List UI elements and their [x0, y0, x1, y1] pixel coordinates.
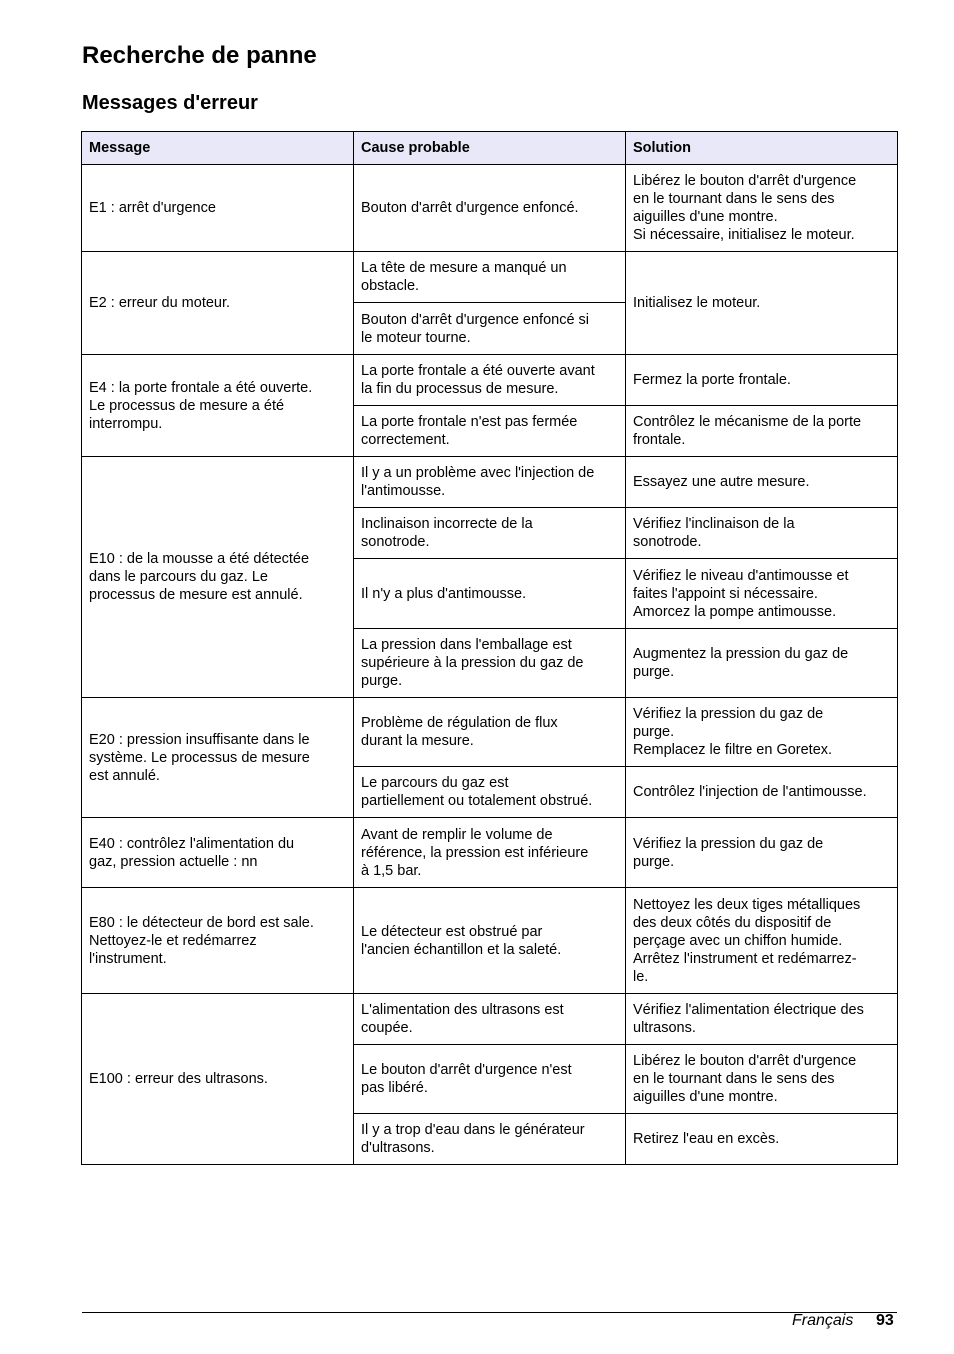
header-solution: Solution: [626, 132, 898, 165]
footer-language: Français: [792, 1312, 854, 1329]
message-cell: E2 : erreur du moteur.: [82, 252, 354, 355]
table-header-row: [82, 132, 898, 165]
solution-cell: Vérifiez l'inclinaison de la sonotrode.: [626, 508, 898, 559]
message-cell: E1 : arrêt d'urgence: [82, 165, 354, 252]
header-message: Message: [82, 132, 354, 165]
cause-cell: Le détecteur est obstrué par l'ancien échantillon et la saleté.: [354, 888, 626, 994]
cause-cell: Problème de régulation de flux durant la mesure.: [354, 698, 626, 767]
table-row: [82, 165, 898, 252]
footer-divider: [82, 1312, 897, 1313]
solution-cell: Initialisez le moteur.: [626, 252, 898, 355]
solution-cell: Nettoyez les deux tiges métalliques des deux côtés du dispositif de perçage avec un chiffon humide. Arrêtez l'instrument et redémarrez- le.: [626, 888, 898, 994]
cause-cell: La tête de mesure a manqué un obstacle.: [354, 252, 626, 303]
section-title: Messages d'erreur: [82, 92, 258, 114]
cause-cell: Il y a trop d'eau dans le générateur d'ultrasons.: [354, 1114, 626, 1165]
solution-cell: Vérifiez l'alimentation électrique des ultrasons.: [626, 994, 898, 1045]
table-row: [82, 994, 898, 1045]
cause-cell: La porte frontale n'est pas fermée correctement.: [354, 406, 626, 457]
table-row: [82, 355, 898, 406]
solution-cell: Fermez la porte frontale.: [626, 355, 898, 406]
page-title: Recherche de panne: [82, 42, 317, 69]
solution-cell: Essayez une autre mesure.: [626, 457, 898, 508]
solution-cell: Contrôlez l'injection de l'antimousse.: [626, 767, 898, 818]
cause-cell: La porte frontale a été ouverte avant la fin du processus de mesure.: [354, 355, 626, 406]
page-number: 93: [876, 1312, 894, 1329]
message-cell: E40 : contrôlez l'alimentation du gaz, pression actuelle : nn: [82, 818, 354, 888]
table-row: [82, 252, 898, 303]
solution-cell: Vérifiez la pression du gaz de purge. Remplacez le filtre en Goretex.: [626, 698, 898, 767]
solution-cell: Augmentez la pression du gaz de purge.: [626, 629, 898, 698]
message-cell: E20 : pression insuffisante dans le système. Le processus de mesure est annulé.: [82, 698, 354, 818]
cause-cell: Le bouton d'arrêt d'urgence n'est pas libéré.: [354, 1045, 626, 1114]
cause-cell: Bouton d'arrêt d'urgence enfoncé si le moteur tourne.: [354, 303, 626, 355]
message-cell: E4 : la porte frontale a été ouverte. Le processus de mesure a été interrompu.: [82, 355, 354, 457]
cause-cell: Inclinaison incorrecte de la sonotrode.: [354, 508, 626, 559]
solution-cell: Vérifiez la pression du gaz de purge.: [626, 818, 898, 888]
table-row: [82, 457, 898, 508]
table-row: [82, 818, 898, 888]
cause-cell: Le parcours du gaz est partiellement ou totalement obstrué.: [354, 767, 626, 818]
solution-cell: Libérez le bouton d'arrêt d'urgence en le tournant dans le sens des aiguilles d'une montre. Si nécessaire, initialisez le moteur.: [626, 165, 898, 252]
cause-cell: Avant de remplir le volume de référence, la pression est inférieure à 1,5 bar.: [354, 818, 626, 888]
message-cell: E10 : de la mousse a été détectée dans le parcours du gaz. Le processus de mesure est annulé.: [82, 457, 354, 698]
message-cell: E80 : le détecteur de bord est sale. Nettoyez-le et redémarrez l'instrument.: [82, 888, 354, 994]
cause-cell: L'alimentation des ultrasons est coupée.: [354, 994, 626, 1045]
cause-cell: Bouton d'arrêt d'urgence enfoncé.: [354, 165, 626, 252]
solution-cell: Vérifiez le niveau d'antimousse et faites l'appoint si nécessaire. Amorcez la pompe antimousse.: [626, 559, 898, 629]
table-row: [82, 888, 898, 994]
header-cause: Cause probable: [354, 132, 626, 165]
solution-cell: Retirez l'eau en excès.: [626, 1114, 898, 1165]
cause-cell: Il n'y a plus d'antimousse.: [354, 559, 626, 629]
solution-cell: Libérez le bouton d'arrêt d'urgence en le tournant dans le sens des aiguilles d'une montre.: [626, 1045, 898, 1114]
table-row: [82, 698, 898, 767]
error-messages-table: [81, 131, 898, 1165]
message-cell: E100 : erreur des ultrasons.: [82, 994, 354, 1165]
solution-cell: Contrôlez le mécanisme de la porte frontale.: [626, 406, 898, 457]
cause-cell: La pression dans l'emballage est supérieure à la pression du gaz de purge.: [354, 629, 626, 698]
cause-cell: Il y a un problème avec l'injection de l'antimousse.: [354, 457, 626, 508]
